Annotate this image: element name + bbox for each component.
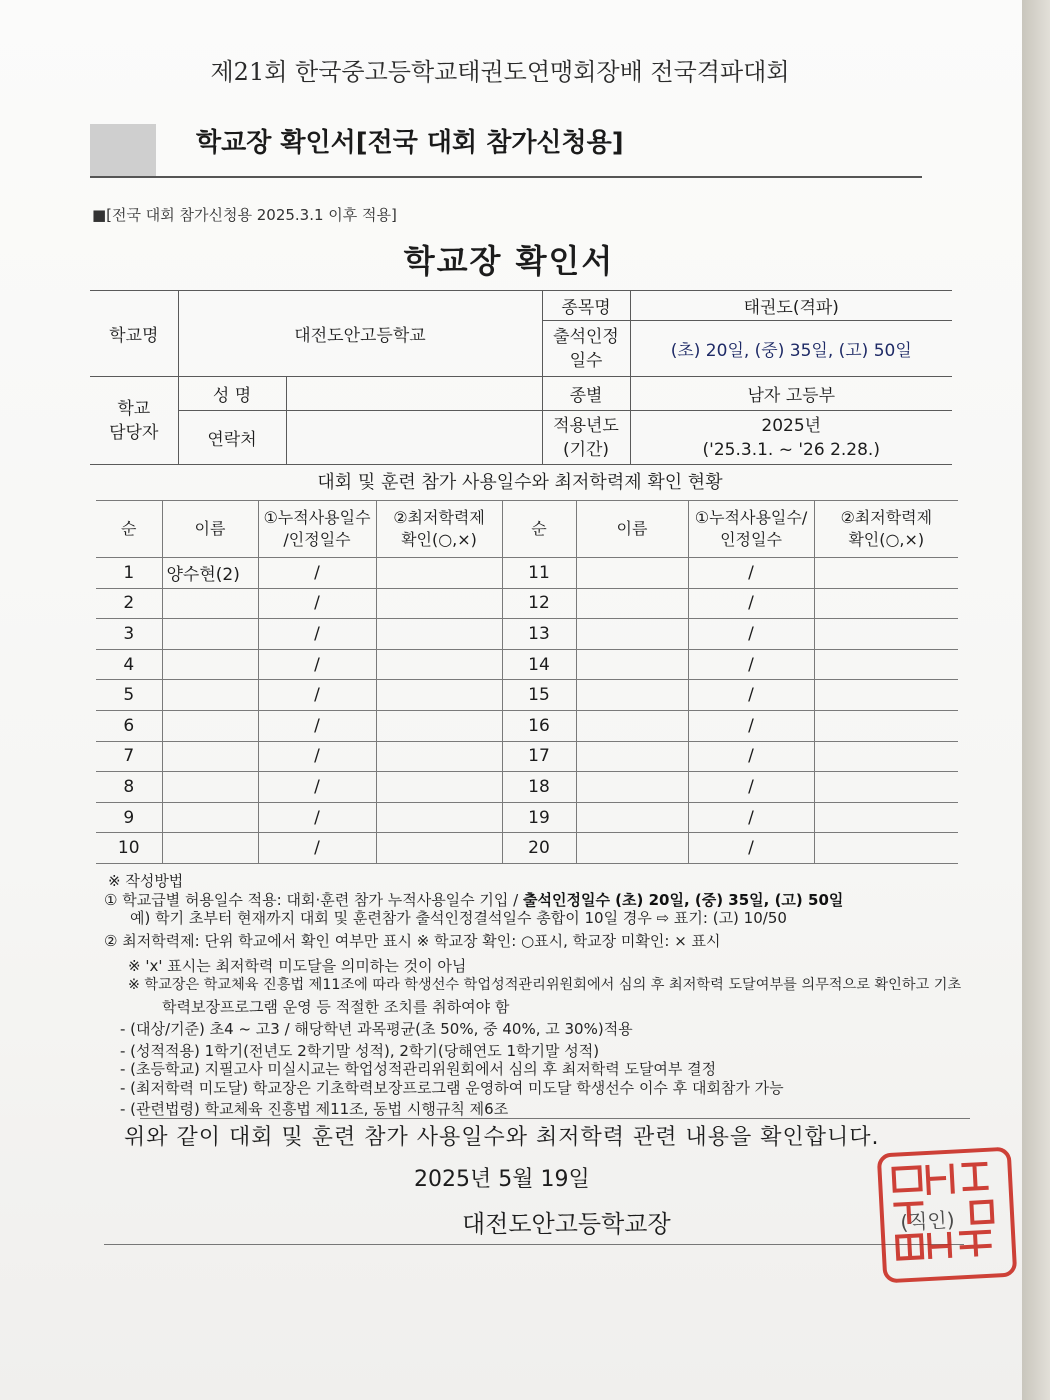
row-days: / [258, 833, 376, 864]
roster-row [96, 558, 958, 589]
row-name [162, 588, 258, 619]
confirm-statement: 위와 같이 대회 및 훈련 참가 사용일수와 최저학력 관련 내용을 확인합니다. [124, 1125, 880, 1150]
category-value: 남자 고등부 [630, 377, 952, 411]
row-check [376, 619, 502, 650]
row-days: / [258, 619, 376, 650]
row-days: / [258, 558, 376, 589]
header-check-right-line2: 확인(○,×) [848, 530, 925, 549]
roster-row [96, 833, 958, 864]
year-value-line2: ('25.3.1. ~ '26 2.28.) [702, 439, 880, 460]
row-no-right: 18 [502, 772, 576, 803]
method-line-11: - (관련법령) 학교체육 진흥법 제11조, 동법 시행규칙 제6조 [120, 1100, 509, 1118]
row-check-right [814, 833, 958, 864]
row-name [162, 619, 258, 650]
row-days: / [258, 710, 376, 741]
row-name-right [576, 619, 688, 650]
main-title: 학교장 확인서 [403, 242, 615, 280]
manager-label [90, 377, 178, 465]
method-line-4: ※ 'x' 표시는 최저학력 미도달을 의미하는 것이 아님 [128, 957, 467, 975]
roster-row [96, 649, 958, 680]
background-surface [1022, 0, 1050, 1400]
header-no-right: 순 [502, 501, 576, 558]
row-no-right: 14 [502, 649, 576, 680]
row-days-right: / [688, 833, 814, 864]
row-check-right [814, 588, 958, 619]
row-no: 6 [96, 710, 162, 741]
row-name-right [576, 802, 688, 833]
row-name [162, 772, 258, 803]
row-no: 10 [96, 833, 162, 864]
attendance-label [542, 321, 630, 377]
row-no-right: 16 [502, 710, 576, 741]
year-label-line1: 적용년도 [553, 415, 619, 436]
contact-phone-label: 연락처 [178, 411, 286, 465]
year-label-line2: (기간) [562, 439, 610, 460]
row-name-right [576, 772, 688, 803]
header-no: 순 [96, 501, 162, 558]
row-days-right: / [688, 772, 814, 803]
row-check-right [814, 741, 958, 772]
method-line-5: ※ 학교장은 학교체육 진흥법 제11조에 따라 학생선수 학업성적관리위원회에서 심의 후 최저학력 도달여부를 의무적으로 확인하고 기초 [128, 977, 962, 993]
contact-name-value [286, 377, 542, 411]
header-name: 이름 [162, 501, 258, 558]
header-days-line2: /인정일수 [283, 530, 351, 549]
row-check-right [814, 772, 958, 803]
contact-name-label: 성 명 [178, 377, 286, 411]
row-check [376, 588, 502, 619]
contact-phone-value [286, 411, 542, 465]
row-no: 3 [96, 619, 162, 650]
method-line-1-text: ① 학교급별 허용일수 적용: 대회·훈련 참가 누적사용일수 기입 / [104, 891, 523, 909]
header-check-line1: ②최저학력제 [393, 508, 485, 527]
row-check [376, 802, 502, 833]
method-line-8: - (성적적용) 1학기(전년도 2학기말 성적), 2학기(당해연도 1학기말 성적) [120, 1042, 600, 1060]
row-check-right [814, 802, 958, 833]
row-check [376, 772, 502, 803]
footer-divider-bottom [104, 1244, 964, 1245]
event-label: 종목명 [542, 291, 630, 321]
method-line-6: 학력보장프로그램 운영 등 적절한 조치를 취하여야 함 [162, 998, 510, 1016]
header-check-line2: 확인(○,×) [401, 530, 477, 549]
row-check-right [814, 619, 958, 650]
footer-divider-top [140, 1118, 970, 1119]
school-info-table [90, 290, 952, 465]
method-line-9: - (초등학교) 지필고사 미실시교는 학업성적관리위원회에서 심의 후 최저학력 도달여부 결정 [120, 1060, 717, 1078]
row-days: / [258, 649, 376, 680]
header-check-right [814, 501, 958, 558]
row-no: 8 [96, 772, 162, 803]
row-check [376, 741, 502, 772]
method-line-10: - (최저학력 미도달) 학교장은 기초학력보장프로그램 운영하여 미도달 학생선수 이수 후 대회참가 가능 [120, 1079, 784, 1097]
row-no-right: 12 [502, 588, 576, 619]
row-days-right: / [688, 802, 814, 833]
title-marker-block [90, 124, 156, 176]
row-days-right: / [688, 588, 814, 619]
header-check-right-line1: ②최저학력제 [840, 508, 933, 527]
event-value: 태권도(격파) [630, 291, 952, 321]
seal-note: (직인) [899, 1207, 956, 1235]
roster-header-row [96, 501, 958, 558]
category-label: 종별 [542, 377, 630, 411]
attendance-label-line1: 출석인정 [553, 326, 619, 347]
row-check [376, 710, 502, 741]
roster-row [96, 588, 958, 619]
row-days: / [258, 680, 376, 711]
document-title: 학교장 확인서[전국 대회 참가신청용] [196, 128, 624, 158]
year-value-line1: 2025년 [761, 415, 822, 436]
row-check [376, 833, 502, 864]
row-check-right [814, 558, 958, 589]
row-check-right [814, 710, 958, 741]
signer-name: 대전도안고등학교장 [462, 1210, 671, 1238]
method-line-1-bold: 출석인정일수 (초) 20일, (중) 35일, (고) 50일 [523, 891, 844, 909]
row-check [376, 649, 502, 680]
row-days: / [258, 588, 376, 619]
row-check [376, 680, 502, 711]
header-days-right-line2: 인정일수 [720, 530, 782, 549]
roster-body [96, 558, 958, 864]
row-days: / [258, 741, 376, 772]
row-name [162, 649, 258, 680]
row-no-right: 13 [502, 619, 576, 650]
row-name-right [576, 680, 688, 711]
row-name [162, 741, 258, 772]
roster-row [96, 710, 958, 741]
status-title: 대회 및 훈련 참가 사용일수와 최저학력제 확인 현황 [317, 472, 723, 493]
row-no-right: 15 [502, 680, 576, 711]
row-name-right [576, 558, 688, 589]
header-days-line1: ①누적사용일수 [263, 508, 371, 527]
year-label [542, 411, 630, 465]
manager-label-line2: 담당자 [109, 422, 159, 443]
roster-row [96, 680, 958, 711]
row-name [162, 833, 258, 864]
header-days-right-line1: ①누적사용일수/ [694, 508, 808, 527]
apply-note: ■[전국 대회 참가신청용 2025.3.1 이후 적용] [92, 206, 397, 224]
header-days [258, 501, 376, 558]
row-no: 1 [96, 558, 162, 589]
row-name-right [576, 588, 688, 619]
school-name-value: 대전도안고등학교 [178, 291, 542, 377]
manager-label-line1: 학교 [117, 398, 151, 419]
official-seal [877, 1147, 1018, 1284]
row-no: 7 [96, 741, 162, 772]
title-divider [90, 176, 922, 178]
row-check-right [814, 649, 958, 680]
row-name-right [576, 649, 688, 680]
row-no-right: 11 [502, 558, 576, 589]
attendance-label-line2: 일수 [569, 350, 603, 371]
attendance-value: (초) 20일, (중) 35일, (고) 50일 [630, 321, 952, 377]
row-days-right: / [688, 558, 814, 589]
method-line-2: 예) 학기 초부터 현재까지 대회 및 훈련참가 출석인정결석일수 총합이 10일 경우 ⇨ 표기: (고) 10/50 [130, 909, 787, 927]
row-name-right [576, 741, 688, 772]
row-days-right: / [688, 741, 814, 772]
row-days-right: / [688, 680, 814, 711]
row-name [162, 710, 258, 741]
roster-table [96, 500, 958, 864]
row-name-right [576, 833, 688, 864]
roster-row [96, 802, 958, 833]
row-name-right [576, 710, 688, 741]
row-name: 양수현(2) [162, 558, 258, 589]
row-days-right: / [688, 710, 814, 741]
competition-title: 제21회 한국중고등학교태권도연맹회장배 전국격파대회 [210, 58, 790, 86]
row-no-right: 17 [502, 741, 576, 772]
roster-row [96, 741, 958, 772]
row-no: 5 [96, 680, 162, 711]
roster-row [96, 619, 958, 650]
row-name [162, 680, 258, 711]
header-days-right [688, 501, 814, 558]
row-days: / [258, 772, 376, 803]
method-line-7: - (대상/기준) 초4 ~ 고3 / 해당학년 과목평균(초 50%, 중 40%, 고 30%)적용 [120, 1020, 633, 1038]
header-check [376, 501, 502, 558]
row-days: / [258, 802, 376, 833]
method-line-3: ② 최저학력제: 단위 학교에서 확인 여부만 표시 ※ 학교장 확인: ○표시, 학교장 미확인: × 표시 [104, 932, 721, 950]
row-no: 2 [96, 588, 162, 619]
row-check [376, 558, 502, 589]
sign-date: 2025년 5월 19일 [414, 1167, 590, 1192]
row-no-right: 20 [502, 833, 576, 864]
row-name [162, 802, 258, 833]
year-value [630, 411, 952, 465]
header-name-right: 이름 [576, 501, 688, 558]
row-no: 9 [96, 802, 162, 833]
row-check-right [814, 680, 958, 711]
row-days-right: / [688, 649, 814, 680]
school-name-label: 학교명 [90, 291, 178, 377]
row-no-right: 19 [502, 802, 576, 833]
row-no: 4 [96, 649, 162, 680]
roster-row [96, 772, 958, 803]
method-title: ※ 작성방법 [108, 872, 184, 890]
row-days-right: / [688, 619, 814, 650]
